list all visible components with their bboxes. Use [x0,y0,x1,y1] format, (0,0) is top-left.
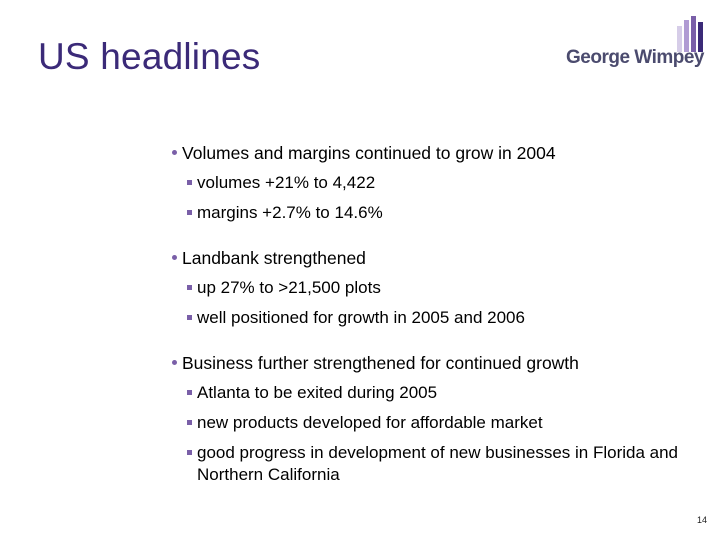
page-number: 14 [697,515,708,525]
slide-title: US headlines [38,36,261,77]
sub-bullet-item: margins +2.7% to 14.6% [187,202,692,224]
bullet-item: Volumes and margins continued to grow in 2004 [172,142,692,164]
logo-text: George Wimpey [566,47,704,68]
sub-bullet-item: volumes +21% to 4,422 [187,172,692,194]
sub-bullet-item: Atlanta to be exited during 2005 [187,382,692,404]
sub-bullet-item: good progress in development of new businesses in Florida and Northern California [187,442,692,486]
george-wimpey-logo [566,16,706,72]
sub-bullet-item: up 27% to >21,500 plots [187,277,692,299]
bullet-item: Landbank strengthened [172,247,692,269]
bullet-group [172,247,692,329]
bullet-group [172,142,692,224]
sub-bullet-item: new products developed for affordable market [187,412,692,434]
sub-bullet-item: well positioned for growth in 2005 and 2006 [187,307,692,329]
bullet-group [172,352,692,486]
bullet-list [172,142,692,509]
bullet-item: Business further strengthened for continued growth [172,352,692,374]
